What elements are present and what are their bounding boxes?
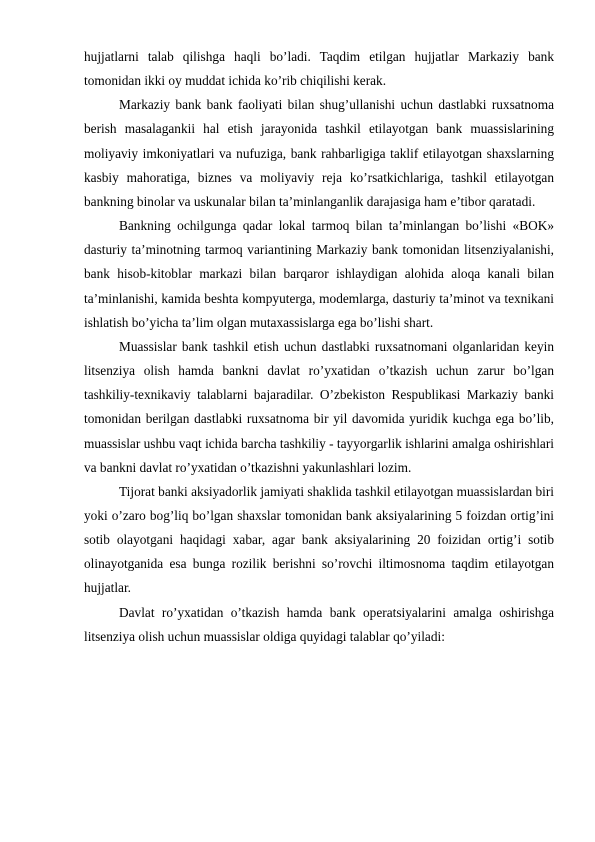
paragraph-founders-license: Muassislar bank tashkil etish uchun dastlabki ruxsatnomani olganlaridan keyin litsenziya olish hamda bankni davlat ro’yxatidan o’tkazish uchun zarur bo’lgan tashkiliy-texnikaviy talablarni bajaradilar. O’zbekiston Respublikasi Markaziy banki tomonidan berilgan dastlabki ruxsatnoma bir yil davomida yuridik kuchga ega bo’lib, muassislar ushbu vaqt ichida barcha tashkiliy - tayyorgarlik ishlarini amalga oshirishlari va bankni davlat ro’yxatidan o’tkazishni yakunlashlari lozim.	[84, 338, 554, 475]
document-body	[84, 45, 554, 649]
paragraph-registration-requirements: Davlat ro’yxatidan o’tkazish hamda bank operatsiyalarini amalga oshirishga litsenziya olish uchun muassislar oldiga quyidagi talablar qo’yiladi:	[84, 604, 554, 644]
paragraph-joint-stock: Tijorat banki aksiyadorlik jamiyati shaklida tashkil etilayotgan muassislardan biri yoki o’zaro bog’liq bo’lgan shaxslar tomonidan bank aksiyalarining 5 foizdan ortig’ini sotib olayotgani haqidagi xabar, agar bank aksiyalarining 20 foizidan ortig’i sotib olinayotganida esa bunga rozilik berishni so’rovchi iltimosnoma taqdim etilayotgan hujjatlar.	[84, 483, 554, 596]
paragraph-local-network: Bankning ochilgunga qadar lokal tarmoq bilan ta’minlangan bo’lishi «BOK» dasturiy ta’minotning tarmoq variantining Markaziy bank tomonidan litsenziyalanishi, bank hisob-kitoblar markazi bilan barqaror ishlaydigan alohida aloqa kanali bilan ta’minlanishi, kamida beshta kompyuterga, modemlarga, dasturiy ta’minot va texnikani ishlatish bo’yicha ta’lim olgan mutaxassislarga ega bo’lishi shart.	[84, 218, 554, 330]
paragraph-continuation: hujjatlarni talab qilishga haqli bo’ladi. Taqdim etilgan hujjatlar Markaziy bank tomonidan ikki oy muddat ichida ko’rib chiqilishi kerak.	[84, 49, 554, 89]
paragraph-central-bank-review: Markaziy bank bank faoliyati bilan shug’ullanishi uchun dastlabki ruxsatnoma berish masalagankii hal etish jarayonida tashkil etilayotgan bank muassislarining moliyaviy imkoniyatlari va nufuziga, bank rahbarligiga taklif etilayotgan shaxslarning kasbiy mahoratiga, biznes va moliyaviy reja ko’rsatkichlariga, tashkil etilayotgan bankning binolar va uskunalar bilan ta’minlanganlik darajasiga ham e’tibor qaratadi.	[84, 97, 554, 209]
